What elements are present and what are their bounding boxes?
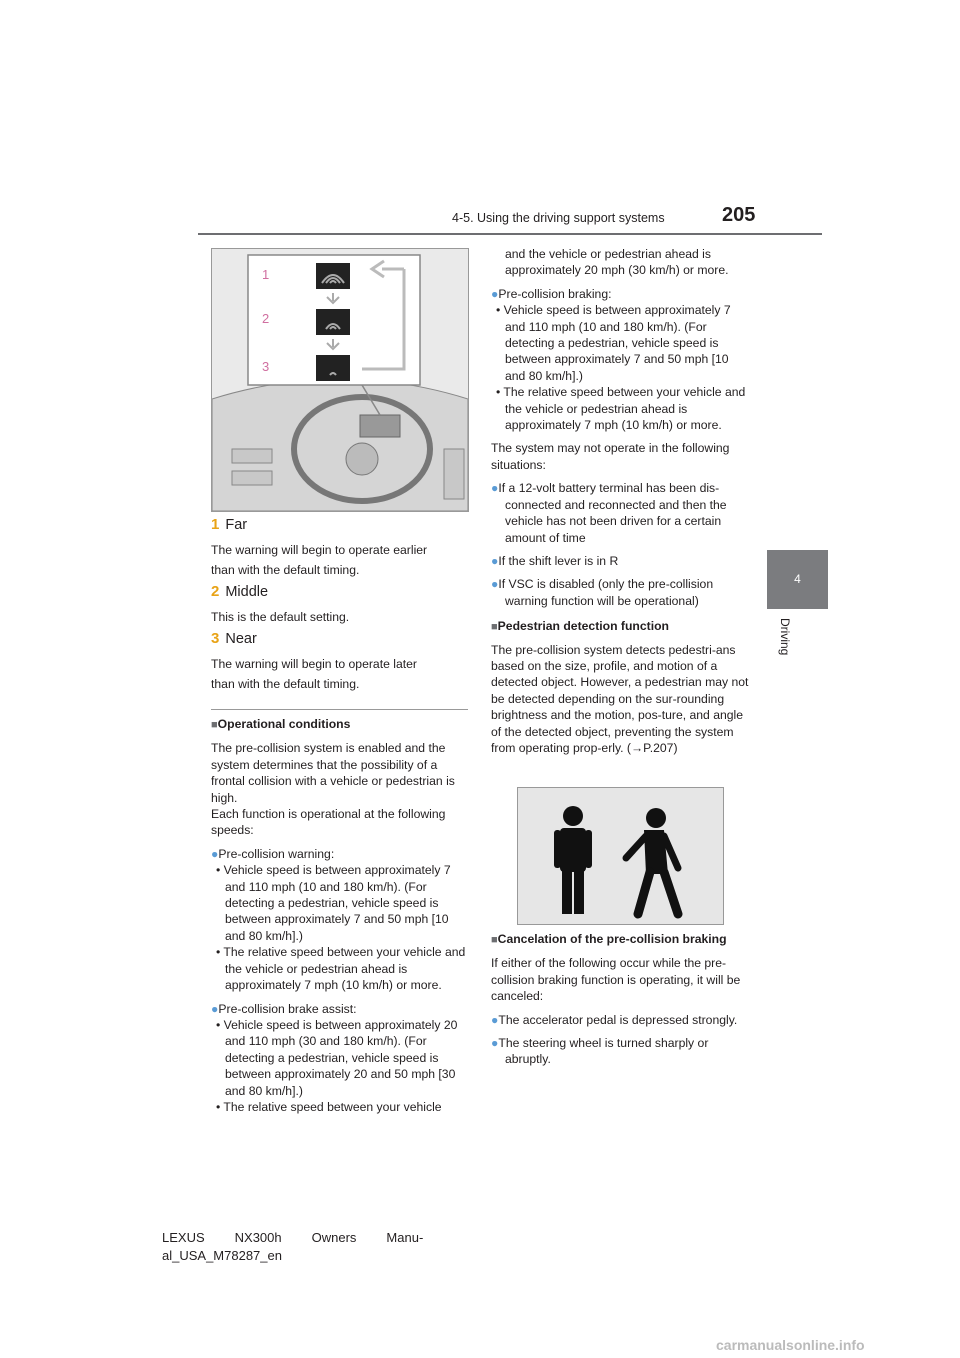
situation-3: ●If VSC is disabled (only the pre-collision warning function will be operational) bbox=[491, 577, 714, 608]
setting-near: 3 Near bbox=[211, 630, 257, 647]
may-not-operate: The system may not operate in the following situations: bbox=[491, 441, 730, 472]
cancelation-heading: ■Cancelation of the pre-collision braking bbox=[491, 932, 727, 946]
section-divider bbox=[211, 709, 468, 710]
braking-item-1: • Vehicle speed is between approximately 7 and 110 mph (10 and 180 km/h). (For detecting a pedestrian, vehicle speed is between approximately 7 and 50 mph [10 and 80 km/h].) bbox=[496, 303, 731, 383]
page-number: 205 bbox=[722, 204, 756, 226]
chapter-label: Driving bbox=[778, 618, 792, 656]
warning-item-2: • The relative speed between your vehicle and the vehicle or pedestrian ahead is approximately 7 mph (10 km/h) or more. bbox=[216, 945, 466, 993]
assist-item-1: • Vehicle speed is between approximately 20 and 110 mph (30 and 180 km/h). (For detecting a pedestrian, vehicle speed is between approximately 20 and 50 mph [30 and 80 km/h].) bbox=[216, 1017, 458, 1098]
figure-number-3: 3 bbox=[262, 359, 270, 374]
cancel-item-1: ●The accelerator pedal is depressed strongly. bbox=[491, 1012, 738, 1027]
pedestrian-heading: ■Pedestrian detection function bbox=[491, 619, 669, 634]
right-column bbox=[491, 246, 749, 756]
assist-item-2-cont: and the vehicle or pedestrian ahead is approximately 20 mph (30 km/h) or more. bbox=[505, 247, 729, 278]
situation-1: ●If a 12-volt battery terminal has been dis-connected and reconnected and then the vehicle has not been driven for a certain amount of time bbox=[491, 481, 727, 545]
assist-item-2-start: • The relative speed between your vehicle bbox=[216, 1099, 442, 1114]
setting-far: 1 Far bbox=[211, 516, 248, 533]
operational-intro: The pre-collision system is enabled and the system determines that the possibility of a frontal collision with a vehicle or pedestrian is high. bbox=[211, 741, 455, 805]
setting-far-desc: The warning will begin to operate earlier than with the default timing. bbox=[211, 543, 428, 577]
chapter-tab: 4 bbox=[767, 550, 828, 609]
pedestrian-illustration bbox=[517, 787, 724, 925]
assist-title: ●Pre-collision brake assist: bbox=[211, 1001, 357, 1016]
footer: LEXUS NX300h Owners Manu- al_USA_M78287_en bbox=[162, 1230, 424, 1263]
cancelation-body: If either of the following occur while the pre-collision braking function is operating, it will be canceled: bbox=[491, 956, 741, 1004]
operational-intro2: Each function is operational at the following speeds: bbox=[211, 807, 446, 838]
warning-timing-illustration bbox=[211, 248, 469, 512]
braking-title: ●Pre-collision braking: bbox=[491, 286, 612, 301]
setting-near-desc: The warning will begin to operate later than with the default timing. bbox=[211, 657, 417, 691]
figure-number-2: 2 bbox=[262, 311, 270, 326]
warning-title: ●Pre-collision warning: bbox=[211, 846, 335, 861]
watermark: carmanualsonline.info bbox=[716, 1337, 865, 1353]
figure-number-1: 1 bbox=[262, 267, 270, 282]
cancelation-section bbox=[491, 931, 749, 1068]
pedestrian-body: The pre-collision system detects pedestri-ans based on the size, profile, and motion of a detected object. However, a pedestrian may not be detected depending on the sur-rounding brightness and the motion, pos-ture, and angle of the detected object, preventing the system from operating prop-erly. (→P.207) bbox=[491, 642, 749, 755]
operational-conditions bbox=[211, 716, 468, 1115]
operational-heading: ■Operational conditions bbox=[211, 717, 351, 731]
situation-2: ●If the shift lever is in R bbox=[491, 553, 619, 568]
setting-middle-desc: This is the default setting. bbox=[211, 610, 350, 624]
warning-item-1: • Vehicle speed is between approximately 7 and 110 mph (10 and 180 km/h). (For detecting a pedestrian, vehicle speed is between approximately 7 and 50 mph [10 and 80 km/h].) bbox=[216, 863, 451, 943]
header-rule bbox=[198, 233, 822, 235]
section-title: 4-5. Using the driving support systems bbox=[452, 211, 665, 225]
cancel-item-2: ●The steering wheel is turned sharply or abruptly. bbox=[491, 1036, 709, 1067]
setting-middle: 2 Middle bbox=[211, 583, 269, 600]
braking-item-2: • The relative speed between your vehicle and the vehicle or pedestrian ahead is approximately 7 mph (10 km/h) or more. bbox=[496, 385, 746, 433]
